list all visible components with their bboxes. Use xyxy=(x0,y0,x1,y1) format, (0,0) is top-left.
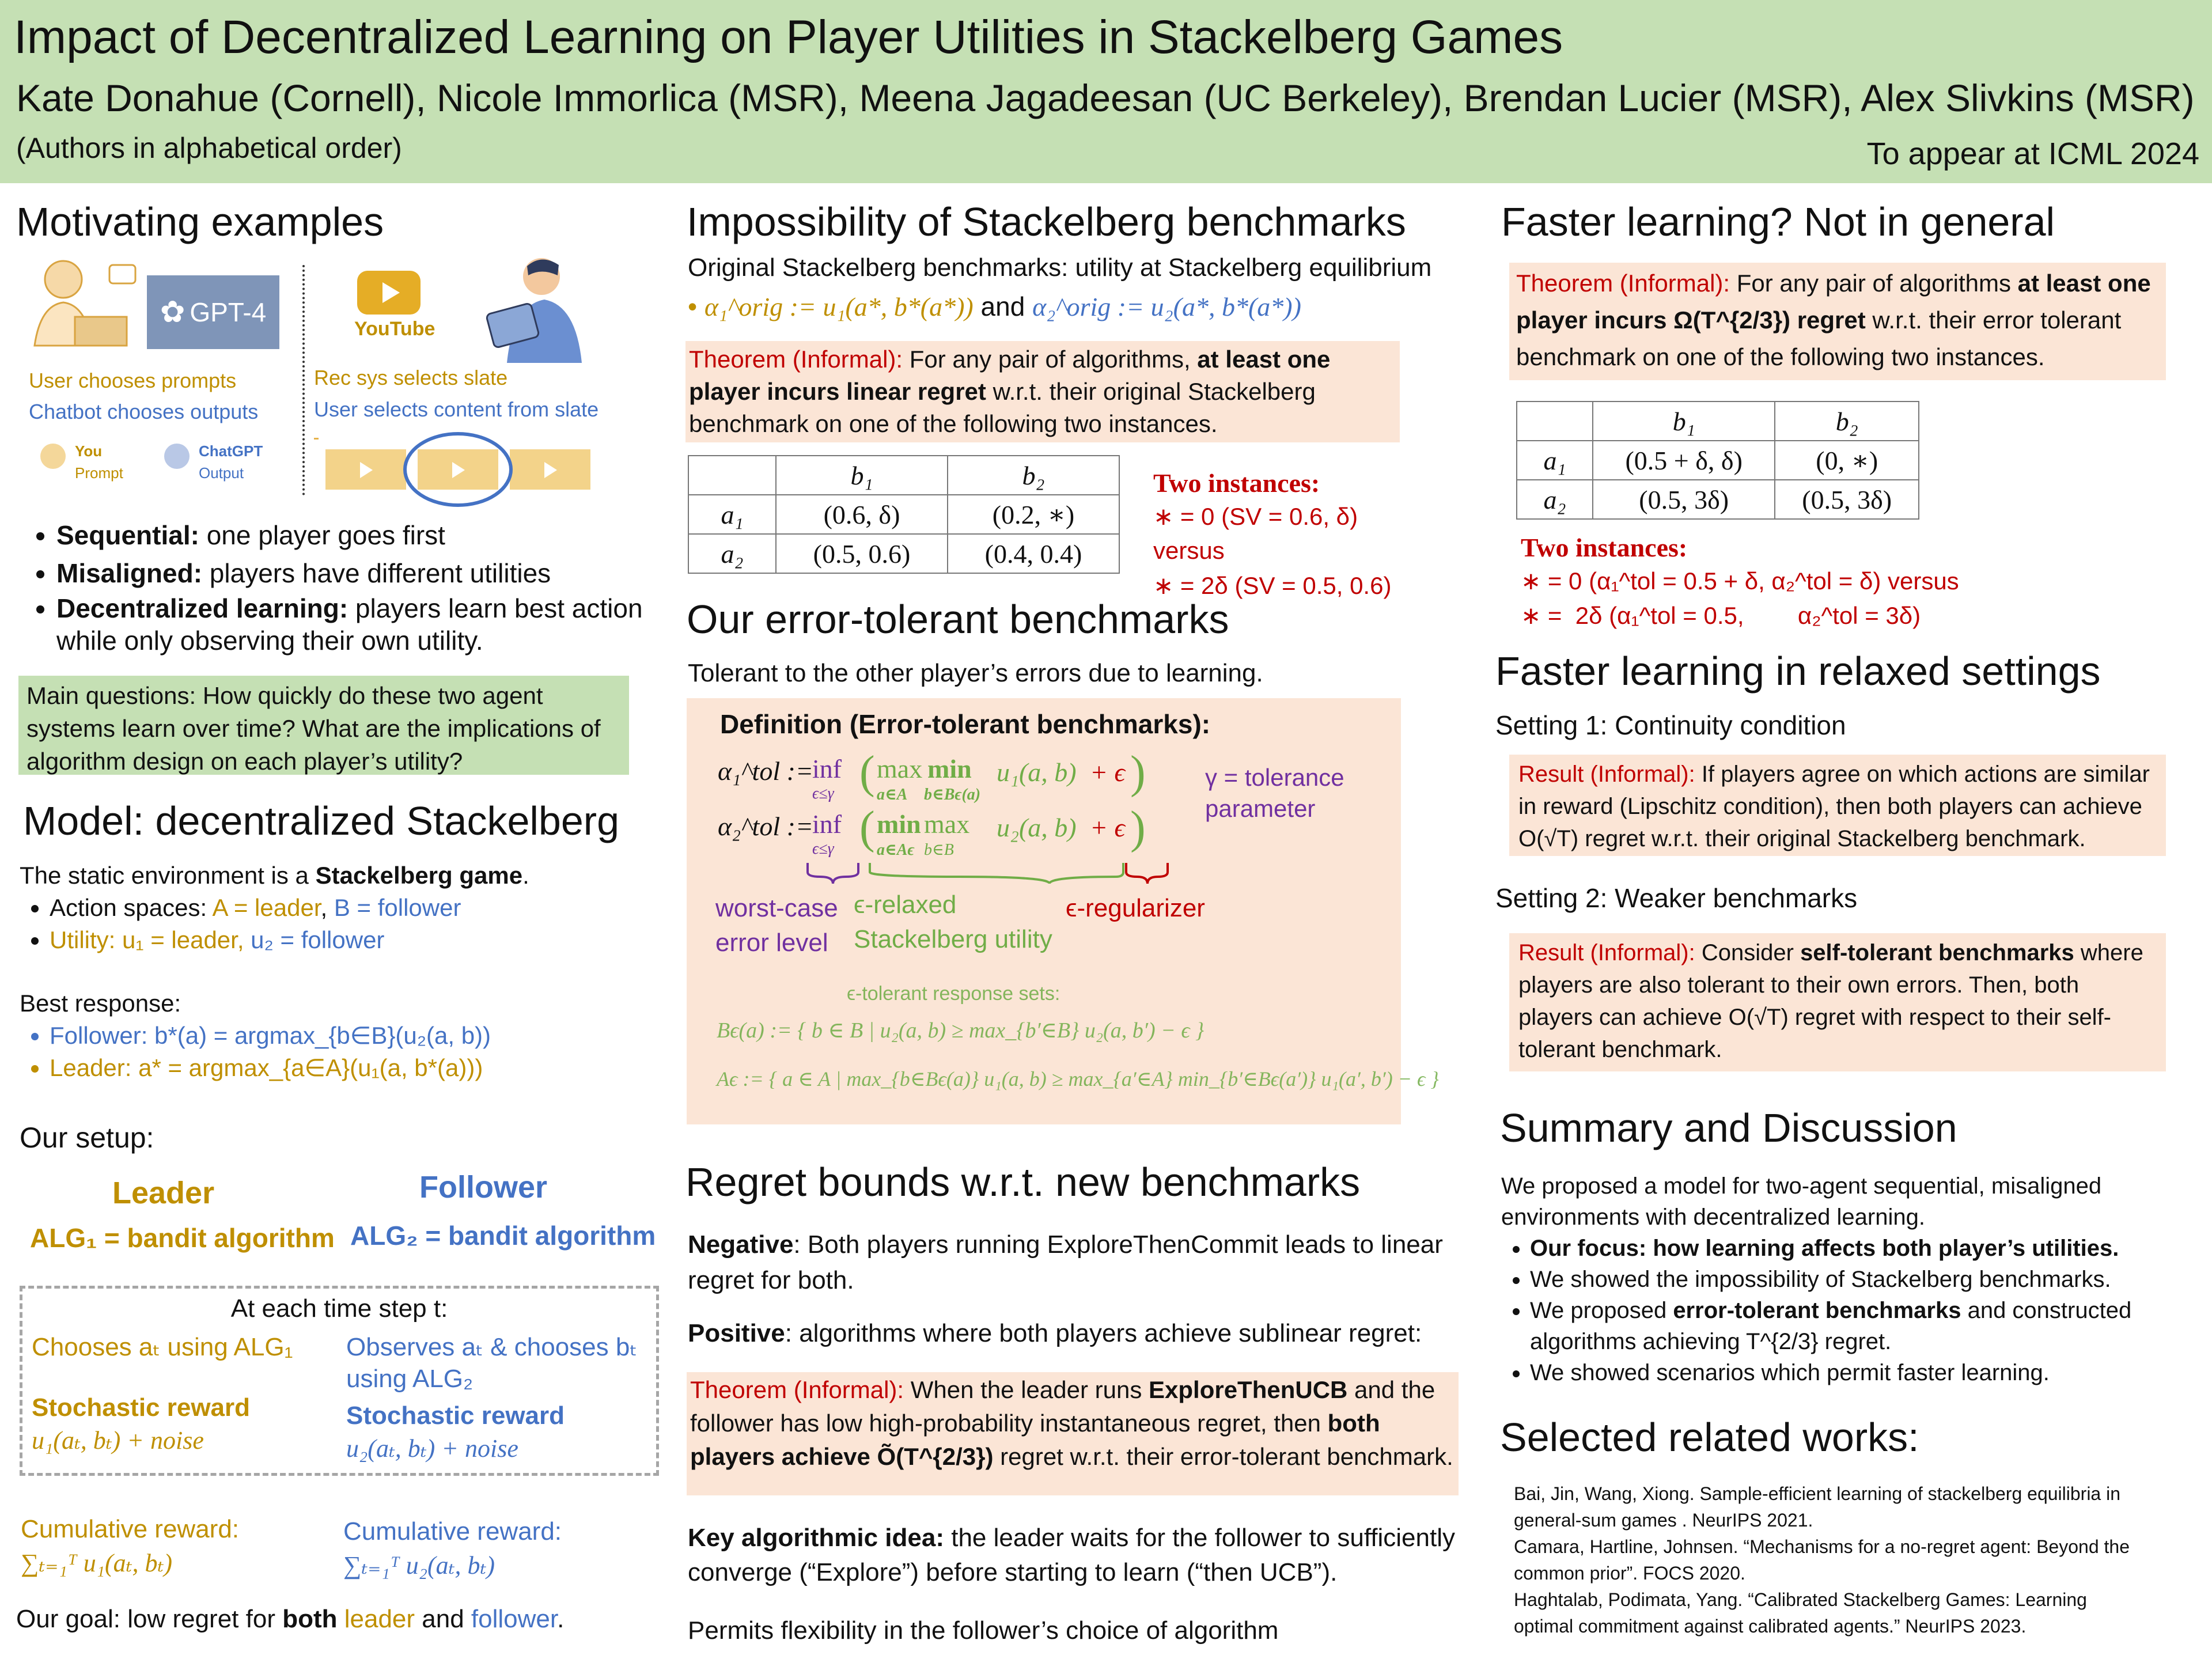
equation-braces xyxy=(687,859,1205,894)
action-spaces: • Action spaces: A = leader, B = follower xyxy=(50,892,659,924)
venue-note: To appear at ICML 2024 xyxy=(1866,137,2199,171)
leader-stochastic: Stochastic reward xyxy=(32,1393,251,1422)
output-label: Output xyxy=(199,464,244,482)
youtube-icon xyxy=(357,271,421,315)
negative-result: Negative: Both players running ExploreThenCommit leads to linear regret for both. xyxy=(688,1230,1443,1294)
section-related-title: Selected related works: xyxy=(1500,1415,1919,1460)
summary-intro: We proposed a model for two-agent sequential, misaligned environments with decentralized learning. xyxy=(1501,1173,2102,1230)
bullet-decentralized: • Decentralized learning: players learn best action while only observing their own utility. xyxy=(56,592,662,657)
motivating-illustration xyxy=(23,253,662,507)
chat-line-2: Chatbot chooses outputs xyxy=(29,400,259,423)
section-regret-title: Regret bounds w.r.t. new benchmarks xyxy=(685,1160,1361,1205)
leader-cumulative-label: Cumulative reward: xyxy=(21,1515,240,1543)
eq2-min-sub: a∈Aϵ xyxy=(877,841,915,859)
section-relaxed-title: Faster learning in relaxed settings xyxy=(1495,649,2101,694)
summary-item-faster: • We showed scenarios which permit faster learning. xyxy=(1530,1357,2192,1388)
summary-item-focus: • Our focus: how learning affects both player’s utilities. xyxy=(1530,1233,2192,1264)
chatgpt-label: ChatGPT xyxy=(199,442,263,460)
follower-stochastic: Stochastic reward xyxy=(346,1402,565,1430)
section-error-tolerant-title: Our error-tolerant benchmarks xyxy=(687,597,1229,642)
prompt-label: Prompt xyxy=(75,464,123,482)
eq1-max-sub: a∈A xyxy=(877,786,908,804)
faster-two-instances: Two instances: xyxy=(1521,533,1688,562)
user-tablet-icon xyxy=(472,253,588,363)
eq1-utility: u₁(a, b) xyxy=(997,757,1077,787)
you-avatar xyxy=(40,444,66,469)
result-2-box: Result (Informal): Consider self-tolerant benchmarks where players are also tolerant to their own errors. Then, both players can achieve O(√T) regret with respect to their self-tolerant benchmark. xyxy=(1509,933,2166,1071)
user-laptop-icon xyxy=(23,253,138,351)
model-intro: The static environment is a Stackelberg game. xyxy=(20,862,529,889)
eq2-lparen: ( xyxy=(859,802,875,853)
best-response-label: Best response: xyxy=(20,990,181,1017)
response-sets-label: ϵ-tolerant response sets: xyxy=(847,983,1060,1005)
error-tolerant-subtitle: Tolerant to the other player’s errors due to learning. xyxy=(688,659,1263,687)
a-eps-def: Aϵ := { a ∈ A | max_{b∈Bϵ(a)} u₁(a, b) ≥ max_{a′∈A} min_{b′∈Bϵ(a′)} u₁(a′, b′) − ϵ } xyxy=(717,1067,1439,1090)
setting-1: Setting 1: Continuity condition xyxy=(1495,710,1846,740)
reference-2: Camara, Hartline, Johnsen. “Mechanisms for a no-regret agent: Beyond the common prior”. FOCS 2020. xyxy=(1514,1536,2130,1584)
bullet-misaligned: • Misaligned: players have different utilities xyxy=(56,554,662,592)
reference-3: Haghtalab, Podimata, Yang. “Calibrated Stackelberg Games: Learning optimal commitment against calibrated agents.” NeurIPS 2023. xyxy=(1514,1589,2087,1637)
orig-benchmarks: • α₁^orig := u₁(a*, b*(a*)) and α₂^orig := u₂(a*, b*(a*)) xyxy=(688,291,1301,321)
eq2-max-sub: b∈B xyxy=(924,841,954,859)
youtube-label: YouTube xyxy=(354,318,435,340)
leader-best-response: • Leader: a* = argmax_{a∈A}(u₁(a, b*(a))) xyxy=(50,1052,659,1084)
alpha2-tol-lhs: α₂^tol := xyxy=(718,812,813,841)
two-instances-label: Two instances: xyxy=(1153,468,1320,498)
definition-title: Definition (Error-tolerant benchmarks): xyxy=(720,709,1211,739)
alg2-label: ALG₂ = bandit algorithm xyxy=(350,1221,656,1251)
rec-line-2: User selects content from slate xyxy=(314,397,599,421)
reference-1: Bai, Jin, Wang, Xiong. Sample-efficient learning of stackelberg equilibria in general-sum games . NeurIPS 2021. xyxy=(1514,1483,2121,1531)
eq1-inf: inf xyxy=(812,754,842,783)
alpha1-tol-lhs: α₁^tol := xyxy=(718,756,813,786)
faster-theorem: Theorem (Informal): For any pair of algorithms at least one player incurs Ω(T^{2/3}) regret w.r.t. their error tolerant benchmark on one of the following two instances. xyxy=(1509,263,2166,380)
rec-line-1: Rec sys selects slate xyxy=(314,366,508,389)
gamma-label-1: γ = tolerance xyxy=(1205,764,1344,791)
section-faster-title: Faster learning? Not in general xyxy=(1501,199,2055,244)
gpt4-logo: ✿ GPT-4 xyxy=(147,275,279,349)
impossibility-table: b₁ b₂ a₁ (0.6, δ) (0.2, ∗) a₂ (0.5, 0.6) (0.4, 0.4) xyxy=(688,455,1120,574)
motivation-bullets xyxy=(23,516,662,657)
eq2-min: min xyxy=(877,809,921,839)
related-works xyxy=(1514,1480,2136,1639)
eq1-regularizer: + ϵ xyxy=(1090,757,1126,787)
definition-box xyxy=(687,698,1439,1124)
follower-heading: Follower xyxy=(419,1170,548,1205)
header-banner xyxy=(0,0,2212,183)
impossibility-theorem: Theorem (Informal): For any pair of algorithms, at least one player incurs linear regret w.r.t. their original Stackelberg benchmark on one of the following two instances. xyxy=(685,341,1400,442)
faster-instance-2: ∗ = 2δ (α₁^tol = 0.5, α₂^tol = 3δ) xyxy=(1521,602,1921,629)
chat-line-1: User chooses prompts xyxy=(29,369,237,392)
divider xyxy=(302,265,305,495)
section-impossibility-title: Impossibility of Stackelberg benchmarks xyxy=(687,199,1406,244)
setting-2: Setting 2: Weaker benchmarks xyxy=(1495,883,1858,913)
eq1-min: min xyxy=(927,754,972,783)
summary-item-error-tolerant: • We proposed error-tolerant benchmarks and constructed algorithms achieving T^{2/3} regret. xyxy=(1530,1295,2192,1357)
eq2-utility: u₂(a, b) xyxy=(997,813,1077,842)
key-idea: Key algorithmic idea: the leader waits for the follower to sufficiently converge (“Explore”) before starting to learn (“then UCB”). xyxy=(688,1524,1455,1586)
follower-choose-1: Observes aₜ & chooses bₜ xyxy=(346,1333,638,1361)
main-questions-box: Main questions: How quickly do these two agent systems learn over time? What are the implications of algorithm design on each player’s utility? xyxy=(18,676,629,775)
timestep-box xyxy=(20,1286,659,1476)
faster-table: b₁ b₂ a₁ (0.5 + δ, δ) (0, ∗) a₂ (0.5, 3δ) (0.5, 3δ) xyxy=(1516,401,1919,520)
follower-cumulative: ∑ₜ₌₁ᵀ u₂(aₜ, bₜ) xyxy=(343,1551,495,1580)
regret-theorem: Theorem (Informal): When the leader runs ExploreThenUCB and the follower has low high-probability instantaneous regret, then both players achieve Õ(T^{2/3}) regret w.r.t. their error-tolerant benchmark. xyxy=(687,1372,1459,1495)
eq1-rparen: ) xyxy=(1130,747,1146,798)
faster-instance-1: ∗ = 0 (α₁^tol = 0.5 + δ, α₂^tol = δ) versus xyxy=(1521,567,1959,594)
chatgpt-icon xyxy=(164,444,190,469)
eq2-max: max xyxy=(924,809,970,839)
you-label: You xyxy=(75,442,103,460)
follower-best-response: • Follower: b*(a) = argmax_{b∈B}(u₂(a, b)) xyxy=(50,1020,659,1052)
eq1-inf-sub: ϵ≤γ xyxy=(812,785,834,802)
section-summary-title: Summary and Discussion xyxy=(1500,1105,1957,1150)
eq2-inf-sub: ϵ≤γ xyxy=(812,840,834,858)
setup-title: Our setup: xyxy=(20,1122,154,1154)
alg1-label: ALG₁ = bandit algorithm xyxy=(30,1223,335,1253)
eq1-lparen: ( xyxy=(859,747,875,798)
goal-statement: Our goal: low regret for both leader and follower. xyxy=(16,1605,565,1633)
eq2-inf: inf xyxy=(812,809,842,839)
model-description xyxy=(20,859,659,1084)
impossibility-subtitle: Original Stackelberg benchmarks: utility at Stackelberg equilibrium xyxy=(688,253,1432,282)
leader-cumulative: ∑ₜ₌₁ᵀ u₁(aₜ, bₜ) xyxy=(21,1549,173,1577)
result-1-box: Result (Informal): If players agree on which actions are similar in reward (Lipschitz condition), then both players can achieve O(√T) regret w.r.t. their original Stackelberg benchmark. xyxy=(1509,755,2166,856)
relaxed-label-2: Stackelberg utility xyxy=(854,925,1052,953)
positive-result: Positive: algorithms where both players achieve sublinear regret: xyxy=(688,1319,1422,1347)
summary-item-impossibility: • We showed the impossibility of Stackelberg benchmarks. xyxy=(1530,1264,2192,1295)
instance-2: ∗ = 2δ (SV = 0.5, 0.6) xyxy=(1153,572,1392,599)
leader-reward: u₁(aₜ, bₜ) + noise xyxy=(32,1426,204,1455)
eq1-max: max xyxy=(877,754,923,783)
relaxed-label-1: ϵ-relaxed xyxy=(854,891,957,919)
utility-def: • Utility: u₁ = leader, u₂ = follower xyxy=(50,924,659,956)
poster-title: Impact of Decentralized Learning on Player Utilities in Stackelberg Games xyxy=(14,11,1563,63)
eq2-regularizer: + ϵ xyxy=(1090,813,1126,842)
flexibility-note: Permits flexibility in the follower’s choice of algorithm xyxy=(688,1616,1279,1645)
worst-case-label-1: worst-case xyxy=(715,894,838,922)
follower-cumulative-label: Cumulative reward: xyxy=(343,1517,562,1546)
bullet-sequential: • Sequential: one player goes first xyxy=(56,516,662,554)
openai-icon: ✿ xyxy=(160,296,185,329)
timestep-label: At each time step t: xyxy=(230,1294,448,1323)
leader-heading: Leader xyxy=(112,1176,215,1210)
summary-body xyxy=(1501,1171,2192,1388)
worst-case-label-2: error level xyxy=(715,929,828,957)
instance-1: ∗ = 0 (SV = 0.6, δ) xyxy=(1153,503,1358,530)
section-model-title: Model: decentralized Stackelberg xyxy=(23,798,620,843)
follower-reward: u₂(aₜ, bₜ) + noise xyxy=(346,1434,518,1463)
gamma-label-2: parameter xyxy=(1205,795,1316,822)
eq2-rparen: ) xyxy=(1130,802,1146,853)
eq1-min-sub: b∈Bϵ(a) xyxy=(924,786,981,804)
author-list: Kate Donahue (Cornell), Nicole Immorlica (MSR), Meena Jagadeesan (UC Berkeley), Brendan Lucier (MSR), Alex Slivkins (MSR) xyxy=(16,77,2195,119)
author-order-note: (Authors in alphabetical order) xyxy=(16,132,402,164)
b-eps-def: Bϵ(a) := { b ∈ B | u₂(a, b) ≥ max_{b′∈B} u₂(a, b′) − ϵ } xyxy=(717,1018,1205,1043)
leader-choose: Chooses aₜ using ALG₁ xyxy=(32,1333,293,1361)
slate-thumbnails xyxy=(314,426,613,507)
follower-choose-2: using ALG₂ xyxy=(346,1365,474,1393)
versus-label: versus xyxy=(1153,537,1225,564)
section-motivating-title: Motivating examples xyxy=(16,199,384,244)
regularizer-label: ϵ-regularizer xyxy=(1066,894,1205,922)
